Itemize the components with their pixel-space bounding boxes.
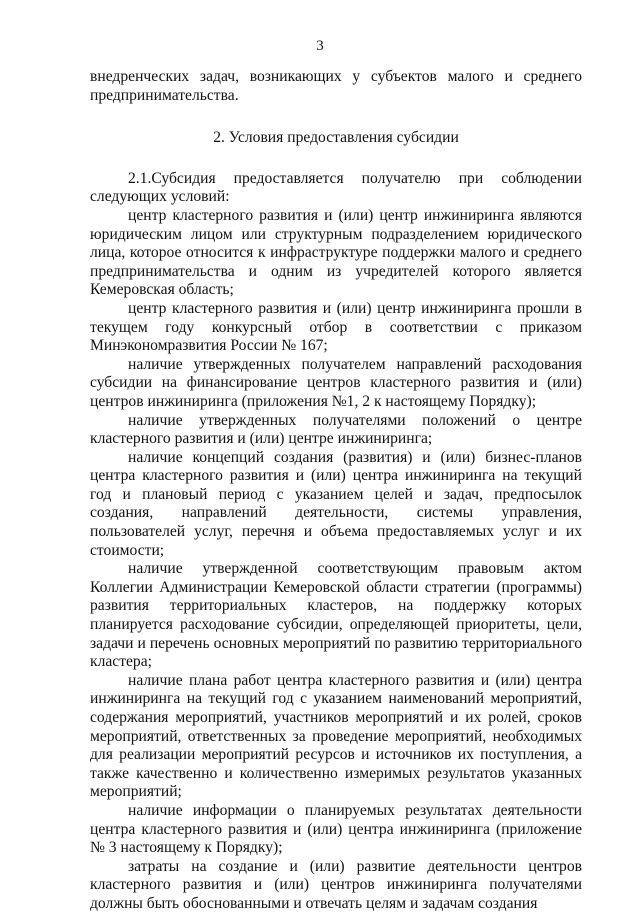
- continuation-paragraph: внедренческих задач, возникающих у субъектов малого и среднего предпринимательства.: [90, 68, 582, 104]
- paragraph-condition-strategy: наличие утвержденной соответствующим правовым актом Коллегии Администрации Кемеровской области стратегии (программы) развития территориальных кластеров, на поддержку которых планируется расходование субсидии, определяющей приоритеты, цели, задачи и перечень основных мероприятий по развитию территориального кластера;: [90, 560, 582, 671]
- paragraph-condition-concepts: наличие концепций создания (развития) и (или) бизнес-планов центра кластерного развития и (или) центра инжиниринга на текущий год и плановый период с указанием целей и задач, предпосылок создания, направлений деятельности, системы управления, пользователей услуг, перечня и объема предоставляемых услуг и их стоимости;: [90, 448, 582, 559]
- section-heading: 2. Условия предоставления субсидии: [213, 129, 459, 147]
- document-body: [90, 68, 582, 914]
- paragraph-condition-regulations: наличие утвержденных получателями положений о центре кластерного развития и (или) центре инжиниринга;: [90, 411, 582, 448]
- paragraph-condition-spending-directions: наличие утвержденных получателем направлений расходования субсидии на финансирование центров кластерного развития и (или) центров инжиниринга (приложения №1, 2 к настоящему Порядку);: [90, 355, 582, 410]
- paragraph-condition-results-info: наличие информации о планируемых результатах деятельности центра кластерного развития и (или) центра инжиниринга (приложение № 3 настоящему к Порядку);: [90, 801, 582, 857]
- paragraph-condition-legal-entity: центр кластерного развития и (или) центр инжиниринга являются юридическим лицом или структурным подразделением юридического лица, которое относится к инфраструктуре поддержки малого и среднего предпринимательства и одним из учредителей которого является Кемеровская область;: [90, 206, 582, 299]
- paragraph-condition-selection: центр кластерного развития и (или) центр инжиниринга прошли в текущем году конкурсный отбор в соответствии с приказом Минэкономразвития России № 167;: [90, 299, 582, 355]
- paragraph-condition-work-plan: наличие плана работ центра кластерного развития и (или) центра инжиниринга на текущий год с указанием наименований мероприятий, содержания мероприятий, участников мероприятий и их ролей, сроков мероприятий, ответственных за проведение мероприятий, необходимых для реализации мероприятий ресурсов и источников их поступления, а также качественно и количественно измеримых результатов указанных мероприятий;: [90, 671, 582, 801]
- paragraph-condition-costs: затраты на создание и (или) развитие деятельности центров кластерного развития и (или) центров инжиниринга получателями должны быть обоснованными и отвечать целям и задачам создания: [90, 857, 582, 912]
- page-number: 3: [316, 38, 324, 54]
- paragraph-2-1: 2.1.Субсидия предоставляется получателю при соблюдении следующих условий:: [90, 169, 582, 206]
